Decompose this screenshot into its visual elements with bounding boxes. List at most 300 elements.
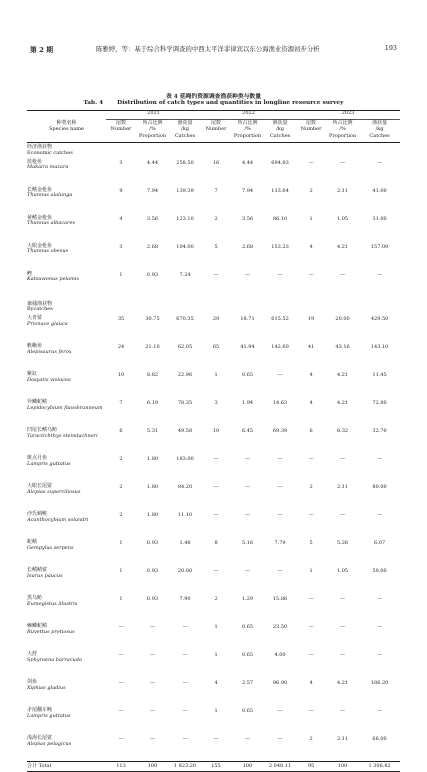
- section-economic-en: Economic catches: [27, 149, 73, 156]
- column-header-text: 所占比例: [142, 120, 163, 126]
- table-cell: —: [150, 736, 155, 742]
- species-name-latin: Prionace glauca: [27, 320, 68, 327]
- table-cell: 2: [119, 484, 123, 490]
- table-cell: 2.68: [241, 243, 254, 250]
- table-cell: 123.10: [176, 215, 194, 222]
- species-header: [27, 111, 106, 143]
- column-header-text: 所占比例: [237, 120, 258, 126]
- table-cell: —: [340, 624, 346, 630]
- table-cell: —: [118, 736, 124, 742]
- species-name-cell: [27, 733, 106, 762]
- table-cell: —: [277, 372, 283, 378]
- table-cell: 4: [119, 215, 123, 222]
- table-cell: 4.21: [336, 400, 349, 406]
- species-name-zh: 大青鲨: [27, 315, 43, 321]
- total-row: [27, 762, 400, 772]
- table-cell: 18.71: [240, 316, 255, 322]
- table-row: [27, 157, 400, 185]
- table-row: [27, 341, 400, 369]
- catch-table: [27, 110, 400, 772]
- table-cell: 16: [212, 159, 220, 166]
- table-cell: 80.00: [372, 484, 387, 490]
- table-cell: 139.39: [176, 187, 194, 194]
- table-cell: 84.20: [177, 484, 193, 490]
- column-header-text: 所占比例: [332, 120, 353, 126]
- table-cell: 186.20: [370, 680, 389, 686]
- table-cell: 4.21: [336, 243, 349, 250]
- table-row: [27, 621, 400, 649]
- total-cell: 155: [211, 762, 221, 769]
- species-name-zh: 黑乌鲂: [27, 595, 43, 601]
- table-cell: —: [182, 624, 188, 630]
- table-cell: 22.96: [177, 372, 193, 378]
- table-cell: 4: [309, 243, 313, 250]
- table-cell: —: [377, 624, 383, 630]
- table-cell: —: [377, 708, 383, 714]
- section-bycatch: [27, 302, 400, 314]
- table-cell: 5: [214, 243, 218, 250]
- column-header-tail-2021: [106, 120, 136, 143]
- total-cell: 2 048.11: [268, 762, 292, 769]
- table-cell: 7.79: [274, 540, 286, 546]
- table-title-en: Distribution of catch types and quantities in longline resource survey: [117, 100, 344, 106]
- table-cell: —: [308, 596, 314, 602]
- table-cell: 4: [309, 372, 313, 378]
- table-cell: 2: [119, 456, 123, 462]
- table-cell: —: [245, 484, 251, 490]
- species-name-cell: [27, 157, 106, 185]
- year-2023: 2023: [296, 111, 400, 120]
- table-row: [27, 481, 400, 509]
- table-cell: 7.90: [179, 596, 191, 602]
- table-cell: —: [308, 456, 314, 462]
- table-cell: —: [277, 456, 283, 462]
- table-cell: —: [118, 708, 124, 714]
- column-header-text: Proportion: [328, 132, 357, 139]
- table-cell: —: [182, 652, 188, 658]
- table-cell: 2: [309, 187, 313, 194]
- column-header-prop-2022: [231, 120, 264, 143]
- species-name-cell: [27, 213, 106, 241]
- table-cell: 8.82: [146, 372, 159, 378]
- table-cell: 8: [214, 540, 218, 546]
- table-cell: —: [277, 512, 283, 518]
- species-name-latin: Thunnus alalunga: [27, 192, 73, 199]
- table-cell: 78.35: [177, 400, 193, 406]
- species-name-zh: 鲣: [27, 270, 33, 277]
- table-cell: 5.31: [146, 428, 159, 434]
- table-cell: 50.00: [372, 568, 387, 574]
- species-name-cell: [27, 481, 106, 509]
- column-header-tail-2023: [296, 120, 326, 143]
- table-cell: —: [340, 456, 346, 462]
- table-cell: 2: [214, 596, 218, 602]
- table-cell: 1.48: [179, 540, 191, 546]
- table-cell: 0.93: [146, 568, 159, 574]
- species-name-zh: 长鳍金枪鱼: [27, 186, 53, 193]
- column-header-text: 渔获量: [272, 120, 288, 126]
- table-cell: 0.65: [241, 708, 254, 714]
- table-cell: 24: [117, 344, 125, 350]
- table-cell: —: [245, 456, 251, 462]
- table-cell: 1.05: [336, 215, 349, 222]
- table-cell: 3: [119, 243, 123, 250]
- column-header-text: 渔获量: [372, 120, 388, 126]
- species-name-cell: [27, 593, 106, 621]
- table-row: [27, 733, 400, 762]
- table-row: [27, 313, 400, 341]
- table-row: [27, 593, 400, 621]
- table-cell: 1: [214, 624, 218, 630]
- table-cell: —: [377, 512, 383, 518]
- table-cell: 143.10: [370, 344, 389, 350]
- column-header-text: /%: [149, 126, 156, 133]
- table-cell: 615.52: [271, 316, 289, 322]
- table-cell: 6.32: [336, 428, 349, 434]
- table-cell: —: [377, 596, 383, 602]
- table-cell: —: [213, 736, 219, 742]
- species-name-cell: [27, 241, 106, 269]
- table-cell: —: [308, 708, 314, 714]
- species-name-cell: [27, 649, 106, 677]
- species-name-cell: [27, 537, 106, 565]
- table-cell: 43.16: [335, 344, 350, 350]
- table-cell: 1: [214, 708, 218, 714]
- table-cell: 0.93: [146, 540, 159, 546]
- table-cell: 258.50: [176, 159, 194, 166]
- species-name-cell: [27, 425, 106, 453]
- table-cell: 4.21: [336, 680, 349, 686]
- species-name-latin: Taractichthys steindachneri: [27, 432, 98, 439]
- table-cell: 1.29: [241, 596, 254, 602]
- total-cell: 95: [307, 762, 315, 769]
- species-name-cell: [27, 397, 106, 425]
- table-cell: 4: [309, 680, 313, 686]
- column-header-text: Proportion: [138, 132, 167, 139]
- species-name-cell: [27, 313, 106, 341]
- table-cell: 32.70: [372, 428, 387, 434]
- column-header-text: 渔获量: [177, 120, 193, 126]
- table-cell: 19: [307, 316, 315, 322]
- table-row: [27, 213, 400, 241]
- species-name-cell: [27, 509, 106, 537]
- table-cell: 0.93: [146, 271, 159, 278]
- species-name-latin: Sphyraena barracuda: [27, 656, 82, 663]
- species-name-latin: Isurus paucus: [27, 572, 63, 579]
- year-2022: 2022: [201, 111, 296, 120]
- table-cell: —: [308, 271, 314, 278]
- table-cell: 86.10: [272, 215, 288, 222]
- table-cell: —: [150, 680, 155, 686]
- species-name-zh: 矛尾翻车鲀: [27, 707, 53, 713]
- table-cell: 7.24: [179, 271, 191, 278]
- table-cell: 11.10: [177, 512, 193, 518]
- table-cell: —: [277, 484, 283, 490]
- total-cell: 100: [337, 762, 348, 769]
- table-cell: —: [340, 512, 346, 518]
- column-header-catch-2022: [264, 120, 296, 143]
- table-cell: 10: [212, 428, 220, 434]
- column-header-text: /%: [244, 126, 251, 133]
- table-cell: —: [213, 512, 219, 518]
- table-cell: 66.00: [372, 736, 387, 742]
- table-cell: 5.26: [336, 540, 349, 546]
- table-cell: 29: [212, 316, 220, 322]
- table-cell: —: [308, 512, 314, 518]
- species-name-latin: Eumegistus illustris: [27, 600, 78, 607]
- species-name-cell: [27, 185, 106, 213]
- table-cell: —: [182, 680, 188, 686]
- species-name-zh: 帆蜥鱼: [27, 343, 43, 349]
- table-cell: —: [340, 159, 346, 166]
- table-cell: 183.00: [176, 456, 194, 462]
- table-cell: 4.21: [336, 372, 349, 378]
- species-name-cell: [27, 369, 106, 397]
- table-cell: —: [277, 271, 283, 278]
- table-cell: 31.00: [372, 215, 387, 222]
- year-header-row: [27, 111, 400, 120]
- table-cell: 10: [117, 372, 125, 378]
- table-cell: —: [213, 271, 219, 278]
- table-cell: —: [245, 271, 251, 278]
- species-name-zh: 斑点月鱼: [27, 455, 48, 461]
- total-cell: 113: [116, 762, 126, 769]
- table-cell: —: [308, 159, 314, 166]
- table-cell: 2: [214, 215, 218, 222]
- species-name-zh: 长鳍鲭鲨: [27, 567, 48, 573]
- species-name-latin: Thunnus albacares: [27, 220, 76, 227]
- table-cell: 4: [214, 680, 218, 686]
- table-cell: —: [377, 652, 383, 658]
- table-caption-en: [0, 100, 427, 106]
- table-row: [27, 649, 400, 677]
- species-name-zh: 大眼长尾鲨: [27, 483, 53, 489]
- species-name-zh: 凹尾长鳍乌鲂: [27, 427, 58, 433]
- table-cell: 23.50: [272, 624, 288, 630]
- running-title: 陈雅婷，等：基于综合科学调查的中西太平洋菲律宾以东公海渔业资源初步分析: [96, 45, 320, 53]
- table-cell: 2.11: [336, 736, 349, 742]
- column-header-text: 尾数: [211, 120, 222, 126]
- table-cell: —: [213, 456, 219, 462]
- table-cell: 1: [119, 568, 123, 574]
- table-cell: 3.56: [146, 215, 159, 222]
- column-header-text: Catches: [174, 132, 196, 139]
- table-cell: 41.00: [372, 187, 387, 194]
- species-name-latin: Lepidocybium flavobrunneum: [27, 404, 103, 411]
- species-name-zh: 大眼金枪鱼: [27, 242, 53, 249]
- table-cell: 0.93: [146, 596, 159, 602]
- total-cell: 100: [147, 762, 158, 769]
- table-cell: 113.64: [271, 187, 289, 194]
- running-header: [30, 44, 397, 56]
- column-header-text: /kg: [375, 126, 384, 133]
- table-cell: 3: [214, 400, 218, 406]
- species-name-zh: 紫缸: [27, 371, 38, 377]
- total-label: 合计 Total: [27, 762, 52, 769]
- species-header-zh: 种类名称: [56, 119, 77, 126]
- table-cell: 41: [307, 344, 315, 350]
- table-cell: 15.86: [272, 596, 288, 602]
- table-cell: —: [213, 568, 219, 574]
- species-name-latin: Lampris guttatus: [27, 712, 71, 719]
- table-cell: —: [277, 708, 283, 714]
- table-row: [27, 453, 400, 481]
- table-row: [27, 565, 400, 593]
- species-name-cell: [27, 621, 106, 649]
- table-cell: —: [277, 568, 283, 574]
- table-row: [27, 509, 400, 537]
- table-cell: 6.45: [241, 428, 254, 434]
- table-cell: 49.58: [177, 428, 193, 434]
- species-name-zh: 浅海长尾鲨: [27, 735, 53, 741]
- table-cell: —: [150, 624, 155, 630]
- table-cell: —: [245, 512, 251, 518]
- table-cell: 4.44: [146, 159, 159, 166]
- table-cell: 96.90: [272, 680, 288, 686]
- table-cell: 20.00: [177, 568, 193, 574]
- table-cell: 62.05: [177, 344, 193, 350]
- table-cell: 1.94: [241, 400, 254, 406]
- table-cell: 2: [309, 736, 313, 742]
- table-row: [27, 269, 400, 297]
- species-name-latin: Dasyatis violacea: [27, 376, 71, 383]
- total-cell: 100: [242, 762, 253, 769]
- species-name-latin: Alepisaurus ferox: [27, 348, 72, 355]
- species-name-latin: Ruvettus pretiosus: [27, 628, 75, 635]
- species-name-latin: Acanthocybium solandri: [27, 516, 89, 523]
- table-cell: —: [245, 736, 251, 742]
- table-cell: 20.00: [335, 316, 350, 322]
- table-cell: —: [150, 708, 155, 714]
- table-cell: 69.39: [272, 428, 288, 434]
- species-name-cell: [27, 341, 106, 369]
- table-cell: —: [182, 708, 188, 714]
- table-cell: 5.16: [241, 540, 254, 546]
- species-name-latin: Katsuwonus pelamis: [27, 276, 80, 283]
- table-cell: 1.80: [146, 456, 159, 462]
- table-cell: 2.57: [241, 680, 254, 686]
- column-header-text: Catches: [369, 132, 390, 139]
- table-cell: 72.80: [372, 400, 387, 406]
- table-cell: —: [277, 736, 283, 742]
- table-cell: 4.44: [241, 159, 254, 166]
- table-cell: 157.00: [370, 243, 389, 250]
- table-cell: 2.11: [336, 484, 349, 490]
- table-cell: 3: [119, 159, 123, 166]
- table-cell: 142.60: [271, 344, 289, 350]
- table-cell: 2: [119, 512, 123, 518]
- column-header-prop-2023: [326, 120, 359, 143]
- species-name-latin: Gempylus serpens: [27, 544, 74, 551]
- table-cell: 7.94: [146, 187, 159, 194]
- table-body: [27, 143, 400, 772]
- species-name-zh: 黄鳍金枪鱼: [27, 214, 53, 221]
- table-cell: 11.45: [372, 372, 387, 378]
- species-name-zh: 大舒: [27, 651, 38, 657]
- table-cell: 0.65: [241, 652, 254, 658]
- table-cell: 1: [214, 652, 218, 658]
- table-row: [27, 705, 400, 733]
- table-cell: —: [340, 652, 346, 658]
- table-cell: 5: [309, 540, 313, 546]
- table-cell: 2.68: [146, 243, 159, 250]
- column-header-text: 尾数: [306, 120, 317, 126]
- species-name-latin: Xiphias gladius: [27, 684, 66, 691]
- table-row: [27, 425, 400, 453]
- species-name-zh: 棘鳞蛇鲭: [27, 623, 48, 629]
- table-cell: 7: [214, 187, 218, 194]
- species-name-zh: 异鳞蛇鲭: [27, 399, 48, 405]
- column-header-catch-2021: [169, 120, 201, 143]
- table-cell: —: [340, 708, 346, 714]
- table-cell: 14.63: [272, 400, 288, 406]
- table-cell: 1: [119, 540, 123, 546]
- species-name-cell: [27, 677, 106, 705]
- table-cell: 7: [119, 400, 123, 406]
- column-header-text: /%: [339, 126, 346, 133]
- section-bycatch-label: 兼捕渔获物: [27, 300, 53, 307]
- column-header-text: Number: [300, 126, 322, 133]
- column-header-text: Proportion: [233, 132, 262, 139]
- table-cell: 35: [117, 316, 125, 322]
- species-name-latin: Thunnus obesus: [27, 248, 69, 255]
- table-cell: 104.00: [176, 243, 194, 250]
- table-cell: 6: [309, 428, 313, 434]
- table-cell: 4: [309, 400, 313, 406]
- species-name-cell: [27, 565, 106, 593]
- table-cell: —: [245, 568, 251, 574]
- table-cell: 6.07: [374, 540, 386, 546]
- total-cell: 1 823.20: [173, 762, 197, 769]
- table-cell: 9: [119, 187, 123, 194]
- table-cell: 1: [119, 271, 123, 278]
- table-cell: —: [340, 596, 346, 602]
- column-header-text: Number: [205, 126, 227, 133]
- table-cell: 0.65: [241, 624, 254, 630]
- column-header-text: 尾数: [115, 120, 126, 126]
- total-cell: 1 306.82: [368, 762, 391, 769]
- table-cell: 3.56: [241, 215, 254, 222]
- table-cell: —: [118, 680, 124, 686]
- table-cell: 2: [309, 484, 313, 490]
- species-name-zh: 蛇鲭: [27, 539, 38, 545]
- table-row: [27, 677, 400, 705]
- page-number: 193: [384, 44, 397, 52]
- year-2021: 2021: [106, 111, 201, 120]
- table-cell: 65: [212, 344, 220, 350]
- column-header-text: /kg: [181, 126, 189, 133]
- table-row: [27, 241, 400, 269]
- table-cell: 1.80: [146, 512, 159, 518]
- table-cell: 0.65: [241, 372, 254, 378]
- table-cell: —: [308, 624, 314, 630]
- table-cell: —: [377, 456, 383, 462]
- table-cell: 1: [309, 568, 313, 574]
- column-header-prop-2021: [136, 120, 169, 143]
- table-row: [27, 369, 400, 397]
- table-number: Tab. 4: [83, 100, 104, 106]
- table-cell: 4.00: [274, 652, 286, 658]
- table-cell: —: [118, 624, 124, 630]
- species-name-zh: 沙氏刺鲅: [27, 511, 48, 517]
- table-cell: 6.19: [146, 400, 159, 406]
- table-cell: 41.94: [240, 344, 255, 350]
- table-cell: 1.80: [146, 484, 159, 490]
- species-name-cell: [27, 453, 106, 481]
- section-bycatch-label: Bycatches: [27, 306, 53, 313]
- issue-number: 第 2 期: [30, 46, 54, 54]
- table-cell: 1: [214, 372, 218, 378]
